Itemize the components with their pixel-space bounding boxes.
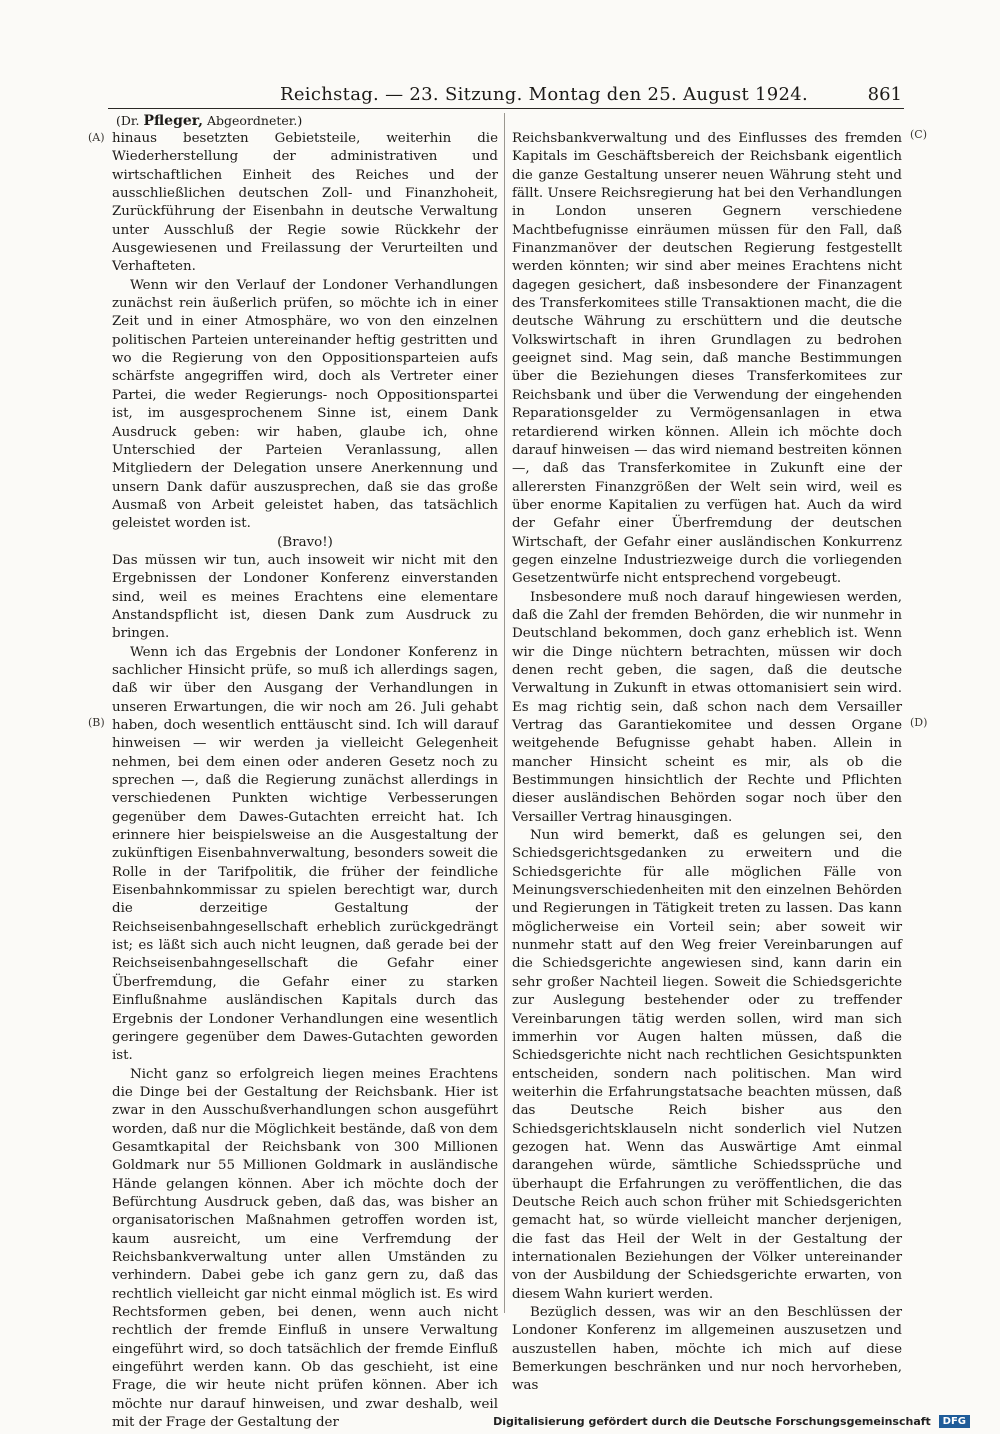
speaker-name: Pfleger, bbox=[143, 113, 204, 129]
speaker-tag bbox=[116, 113, 302, 129]
speaker-role: Abgeordneter.) bbox=[207, 113, 303, 128]
paragraph: Wenn wir den Verlauf der Londoner Verhandlungen zunächst rein äußerlich prüfen, so möchte ich in einer Zeit und in einer Atmosphäre, wo von den einzelnen politischen Parteien untereinander heftig gestritten und wo die Regierung von den Oppositionsparteien aufs schärfste angegriffen wird, doch als Vertreter einer Partei, die weder Regierungs- noch Oppositionspartei ist, im ausgesprochenem Sinne ist, einem Dank Ausdruck geben: wir haben, glaube ich, ohne Unterschied der Parteien Veranlassung, allen Mitgliedern der Delegation unsere Anerkennung und unsern Dank dafür auszusprechen, daß sie das große Ausmaß von Arbeit geleistet haben, das tatsächlich geleistet worden ist. bbox=[112, 277, 498, 532]
running-title: Reichstag. — 23. Sitzung. Montag den 25. August 1924. bbox=[280, 84, 809, 105]
header-rule bbox=[108, 108, 904, 109]
margin-marker-b: (B) bbox=[88, 716, 105, 729]
paragraph: Das müssen wir tun, auch insoweit wir nicht mit den Ergebnissen der Londoner Konferenz einverstanden sind, weil es meines Erachtens eine elementare Anstandspflicht ist, diesen Dank zum Ausdruck zu bringen. bbox=[112, 552, 498, 642]
page-number: 861 bbox=[867, 84, 902, 105]
paragraph: Nun wird bemerkt, daß es gelungen sei, den Schiedsgerichtsgedanken zu erweitern und die Schiedsgerichte für alle möglichen Fälle von Meinungsverschiedenheiten mit den einzelnen Behörden und Regierungen in Tätigkeit treten zu lassen. Das kann möglicherweise ein Vorteil sein; aber soweit wir nunmehr statt auf den Weg freier Vereinbarungen auf die Schiedsgerichte angewiesen sind, kann darin ein sehr großer Nachteil liegen. Soweit die Schiedsgerichte zur Auslegung bestehender oder zu treffender Vereinbarungen tätig werden sollen, wird man sich immerhin vor Augen halten müssen, daß die Schiedsgerichte nicht nach rechtlichen Gesichtspunkten entscheiden, sondern nach politischen. Man wird weiterhin die Erfahrungstatsache beachten müssen, daß das Deutsche Reich bisher aus den Schiedsgerichtsklauseln nicht sonderlich viel Nutzen gezogen hat. Wenn das Auswärtige Amt einmal darangehen würde, sämtliche Schiedssprüche und überhaupt die Erfahrungen zu veröffentlichen, die das Deutsche Reich auch schon früher mit Schiedsgerichten gemacht hat, so würde vielleicht mancher derjenigen, die fast das Heil der Welt in der Gestaltung der internationalen Beziehungen der Völker untereinander von der Ausbildung der Schiedsgerichte erwarten, von diesem Wahn kuriert werden. bbox=[512, 828, 902, 1302]
right-column bbox=[512, 130, 902, 1396]
paragraph: Nicht ganz so erfolgreich liegen meines Erachtens die Dinge bei der Gestaltung der Reichsbank. Hier ist zwar in den Ausschußverhandlungen schon ausgeführt worden, daß nur die Möglichkeit bestände, daß von dem Gesamtkapital der Reichsbank von 300 Millionen Goldmark nur 55 Millionen Goldmark in ausländische Hände gelangen können. Aber ich möchte doch der Befürchtung Ausdruck geben, daß das, was bisher an organisatorischen Maßnahmen getroffen worden ist, kaum ausreicht, um eine Verfremdung der Reichsbankverwaltung unter allen Umständen zu verhindern. Dabei gebe ich ganz gern zu, daß das rechtlich vielleicht gar nicht einmal möglich ist. Es wird Rechtsformen geben, bei denen, wenn auch nicht rechtlich der fremde Einfluß in unsere Verwaltung eingeführt wird, so doch tatsächlich der fremde Einfluß eingeführt werden kann. Ob das geschieht, ist eine Frage, die wir heute nicht prüfen können. Aber ich möchte nur darauf hinweisen, und zwar deshalb, weil mit der Frage der Gestaltung der bbox=[112, 1066, 498, 1431]
column-divider bbox=[504, 113, 505, 1313]
left-column bbox=[112, 130, 498, 1432]
paragraph: Bezüglich dessen, was wir an den Beschlüssen der Londoner Konferenz im allgemeinen auszusetzen und auszustellen haben, möchte ich mich auf diese Bemerkungen beschränken und nur noch hervorheben, was bbox=[512, 1305, 902, 1394]
paragraph: Insbesondere muß noch darauf hingewiesen werden, daß die Zahl der fremden Behörden, die wir nunmehr in Deutschland bekommen, doch ganz erheblich ist. Wenn wir die Dinge nüchtern betrachten, müssen wir doch denen recht geben, die sagen, daß die deutsche Verwaltung in Zukunft in etwas ottomanisiert sein wird. Es mag richtig sein, daß schon nach dem Versailler Vertrag das Garantiekomitee und dessen Organe weitgehende Befugnisse gehabt haben. Allein in mancher Hinsicht scheint es mir, als ob die Bestimmungen hinsichtlich der Rechte und Pflichten dieser ausländischen Behörden sogar noch über den Versailler Vertrag hinausgingen. bbox=[512, 589, 902, 825]
paragraph: (Bravo!) bbox=[277, 534, 333, 550]
footer-text: Digitalisierung gefördert durch die Deutsche Forschungsgemeinschaft bbox=[493, 1414, 931, 1428]
margin-marker-d: (D) bbox=[910, 716, 928, 729]
paragraph: Wenn ich das Ergebnis der Londoner Konferenz in sachlicher Hinsicht prüfe, so muß ich allerdings sagen, daß wir über den Ausgang der Verhandlungen in unseren Erwartungen, die wir noch am 26. Juli gehabt haben, doch wesentlich enttäuscht sind. Ich will darauf hinweisen — wir werden ja vielleicht Gelegenheit nehmen, bei dem einen oder anderen Gesetz noch zu sprechen —, daß die Regierung zunächst allerdings in verschiedenen Punkten wichtige Verbesserungen gegenüber dem Dawes-Gutachten erreicht hat. Ich erinnere hier beispielsweise an die Ausgestaltung der zukünftigen Eisenbahnverwaltung, besonders soweit die Rolle in der Tarifpolitik, die früher der feindliche Eisenbahnkommissar zu spielen berechtigt war, durch die derzeitige Gestaltung der Reichseisenbahngesellschaft erheblich zurückgedrängt ist; es läßt sich auch nicht leugnen, daß gerade bei der Reichseisenbahngesellschaft die Gefahr einer Überfremdung, die Gefahr einer zu starken Einflußnahme ausländischen Kapitals durch das Ergebnis der Londoner Verhandlungen eine wesentlich geringere gegenüber dem Dawes-Gutachten geworden ist. bbox=[112, 644, 498, 1064]
footer bbox=[493, 1415, 970, 1429]
speaker-open: (Dr. bbox=[116, 113, 140, 128]
dfg-logo: DFG bbox=[939, 1415, 970, 1428]
paragraph: Reichsbankverwaltung und des Einflusses des fremden Kapitals im Geschäftsbereich der Reichsbank eigentlich die ganze Gestaltung unserer neuen Währung steht und fällt. Unsere Reichsregierung hat bei den Verhandlungen in London unseren Gegnern verschiedene Machtbefugnisse einräumen müssen für den Fall, daß Finanzmanöver der deutschen Regierung festgestellt werden könnten; wir sind aber meines Erachtens nicht dagegen gesichert, daß insbesondere der Finanzagent des Transferkomitees stille Transaktionen macht, die die deutsche Währung zu erschüttern und die deutsche Volkswirtschaft in ihren Grundlagen zu bedrohen geeignet sind. Mag sein, daß manche Bestimmungen über die Beziehungen dieses Transferkomitees zur Reichsbank und über die Verwendung der eingehenden Reparationsgelder zu Vermögensanlagen in etwa retardierend wirken können. Allein ich möchte doch darauf hinweisen — das wird niemand bestreiten können —, daß das Transferkomitee in Zukunft eine der allerersten Finanzgrößen der Welt sein wird, weil es über enorme Kapitalien zu verfügen hat. Auch da wird der Gefahr einer Überfremdung der deutschen Wirtschaft, der Gefahr einer ausländischen Konkurrenz gegen einzelne Industriezweige durch die vorliegenden Gesetzentwürfe nicht entsprechend vorgebeugt. bbox=[512, 131, 902, 587]
margin-marker-c: (C) bbox=[910, 128, 927, 141]
paragraph: hinaus besetzten Gebietsteile, weiterhin die Wiederherstellung der administrativen und wirtschaftlichen Einheit des Reiches und der ausschließlichen deutschen Zoll- und Finanzhoheit, Zurückführung der Eisenbahn in deutsche Verwaltung unter Ausschluß der Regie sowie Rückkehr der Ausgewiesenen und Freilassung der Verurteilten und Verhafteten. bbox=[112, 131, 498, 275]
margin-marker-a: (A) bbox=[88, 131, 105, 144]
